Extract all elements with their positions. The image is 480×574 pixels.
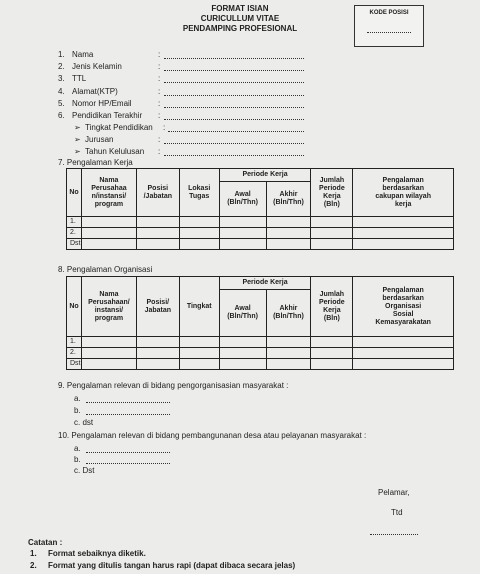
th-jumlah [311, 169, 353, 217]
table-pengalaman-organisasi [66, 276, 454, 370]
th-jumlah-l3: Kerja [323, 192, 341, 200]
table-cell[interactable] [136, 337, 179, 348]
th-lokasi [179, 169, 219, 217]
th-akhir-l2: (Bln/Thn) [273, 313, 304, 320]
th-lokasi-l2: Tugas [189, 192, 210, 200]
field-input-pendidikan[interactable] [164, 119, 304, 120]
form-title-line1: FORMAT ISIAN [211, 4, 269, 13]
th-awal [219, 182, 266, 217]
table-cell[interactable] [179, 239, 219, 250]
th-awal-l2: (Bln/Thn) [227, 313, 258, 320]
table-cell[interactable] [81, 359, 136, 370]
table-cell[interactable] [219, 348, 266, 359]
th-pengalaman-l1: Pengalaman [382, 176, 424, 184]
th-pengalaman [353, 277, 454, 337]
field-sep: : [158, 50, 161, 59]
catatan-num: 1. [30, 549, 37, 558]
table-cell[interactable] [266, 348, 311, 359]
table-cell[interactable] [136, 217, 179, 228]
table-cell[interactable] [81, 348, 136, 359]
form-title-line3: PENDAMPING PROFESIONAL [182, 24, 298, 33]
field-num: 2. [58, 62, 65, 71]
signature-pelamar: Pelamar, [378, 488, 410, 497]
table-cell[interactable] [353, 337, 454, 348]
th-pengalaman-l4: kerja [394, 200, 412, 208]
answer-line-10a[interactable] [86, 452, 170, 453]
th-tingkat: Tingkat [179, 277, 219, 337]
th-jumlah-l2: Periode [319, 184, 345, 192]
row-no: 1. [67, 337, 82, 348]
table-cell[interactable] [179, 217, 219, 228]
th-nama-l2: Perusahaa [91, 184, 127, 192]
table-cell[interactable] [311, 359, 353, 370]
field-input-tingkat[interactable] [168, 131, 304, 132]
table-row [67, 217, 454, 228]
th-posisi-l2: Jabatan [144, 306, 172, 314]
table-cell[interactable] [136, 239, 179, 250]
th-periode: Periode Kerja [219, 277, 311, 290]
th-pengalaman-l2: berdasarkan [382, 294, 424, 302]
table-cell[interactable] [266, 217, 311, 228]
field-sep: : [158, 99, 161, 108]
sub-label-tingkat: Tingkat Pendidikan [85, 123, 153, 132]
field-input-tahun[interactable] [164, 155, 304, 156]
field-label-pendidikan: Pendidikan Terakhir [72, 111, 143, 120]
field-input-nomor-hp[interactable] [164, 107, 304, 108]
table-cell[interactable] [136, 348, 179, 359]
th-lokasi-l1: Lokasi [188, 184, 211, 192]
field-input-alamat[interactable] [164, 95, 304, 96]
th-nama [81, 169, 136, 217]
catatan-item-2: Format yang ditulis tangan harus rapi (dapat dibaca secara jelas) [48, 561, 296, 570]
list-item-b: b. [74, 406, 81, 415]
field-input-jurusan[interactable] [164, 143, 304, 144]
th-no: No [67, 277, 82, 337]
section-title-pembangunan-desa: 10. Pengalaman relevan di bidang pembangunanan desa atau pelayanan masyarakat : [58, 431, 367, 440]
table-cell[interactable] [179, 348, 219, 359]
field-label-jenis-kelamin: Jenis Kelamin [72, 62, 122, 71]
table-cell[interactable] [311, 228, 353, 239]
field-sep: : [158, 87, 161, 96]
field-label-nama: Nama [72, 50, 94, 59]
table-cell[interactable] [81, 228, 136, 239]
th-nama-l4: program [94, 314, 124, 322]
table-cell[interactable] [311, 337, 353, 348]
field-num: 3. [58, 74, 65, 83]
table-cell[interactable] [179, 359, 219, 370]
row-no: 2. [67, 228, 82, 239]
field-num: 4. [58, 87, 65, 96]
th-jumlah [311, 277, 353, 337]
catatan-num: 2. [30, 561, 37, 570]
field-sep: : [158, 74, 161, 83]
table-cell[interactable] [179, 337, 219, 348]
table-cell[interactable] [266, 337, 311, 348]
th-posisi [136, 277, 179, 337]
th-posisi-l1: Posisi [147, 184, 169, 192]
table-cell[interactable] [219, 337, 266, 348]
th-pengalaman-l3: Organisasi [385, 302, 422, 310]
table-cell[interactable] [311, 217, 353, 228]
th-akhir [266, 290, 311, 337]
th-jumlah-l4: (Bln) [323, 200, 340, 208]
kode-posisi-box [354, 5, 424, 47]
table-cell[interactable] [219, 239, 266, 250]
table-cell[interactable] [311, 348, 353, 359]
answer-line-10b[interactable] [86, 463, 170, 464]
th-akhir-l1: Akhir [279, 191, 298, 198]
field-sep: : [158, 147, 161, 156]
field-label-alamat: Alamat(KTP) [72, 87, 118, 96]
answer-line-9a[interactable] [86, 402, 170, 403]
th-awal-l1: Awal [234, 191, 251, 198]
th-jumlah-l1: Jumlah [319, 290, 345, 298]
row-no: 2. [67, 348, 82, 359]
th-posisi-l2: /Jabatan [143, 192, 173, 200]
table-row [67, 239, 454, 250]
list-item-c: c. Dst [74, 466, 95, 475]
row-no: Dst [67, 239, 82, 250]
table-cell[interactable] [353, 348, 454, 359]
table-pengalaman-kerja [66, 168, 454, 250]
table-cell[interactable] [219, 228, 266, 239]
table-cell[interactable] [136, 228, 179, 239]
th-akhir-l1: Akhir [279, 305, 298, 312]
th-nama-l1: Nama [99, 176, 119, 184]
section-title-pengalaman-kerja: 7. Pengalaman Kerja [58, 158, 133, 167]
arrow-bullet-icon: ➢ [74, 135, 81, 144]
th-posisi-l1: Posisi/ [146, 298, 170, 306]
form-title-line2: CURICULLUM VITAE [200, 14, 280, 23]
th-nama [81, 277, 136, 337]
table-cell[interactable] [219, 217, 266, 228]
th-pengalaman-l3: cakupan wilayah [375, 192, 431, 200]
th-nama-l4: program [94, 200, 124, 208]
th-jumlah-l1: Jumlah [319, 176, 345, 184]
table-cell[interactable] [353, 239, 454, 250]
th-awal [219, 290, 266, 337]
field-num: 5. [58, 99, 65, 108]
th-pengalaman-l1: Pengalaman [382, 286, 424, 294]
field-sep: : [163, 123, 166, 132]
table-cell[interactable] [219, 359, 266, 370]
table-cell[interactable] [266, 359, 311, 370]
field-label-nomor-hp: Nomor HP/Email [72, 99, 132, 108]
th-periode: Periode Kerja [219, 169, 311, 182]
th-akhir-l2: (Bln/Thn) [273, 199, 304, 206]
th-jumlah-l3: Kerja [323, 306, 341, 314]
sub-label-tahun: Tahun Kelulusan [85, 147, 145, 156]
table-row [67, 337, 454, 348]
th-nama-l3: n/instansi/ [91, 192, 127, 200]
th-no: No [67, 169, 82, 217]
catatan-title: Catatan : [28, 538, 63, 547]
table-cell[interactable] [353, 217, 454, 228]
table-cell[interactable] [179, 228, 219, 239]
section-title-pengorganisasian: 9. Pengalaman relevan di bidang pengorganisasian masyarakat : [58, 381, 289, 390]
th-nama-l3: instansi/ [94, 306, 124, 314]
arrow-bullet-icon: ➢ [74, 147, 81, 156]
table-row [67, 359, 454, 370]
th-pengalaman-l5: Kemasyarakatan [375, 318, 431, 326]
field-sep: : [158, 62, 161, 71]
th-pengalaman [353, 169, 454, 217]
signature-line[interactable] [370, 534, 418, 535]
th-jumlah-l2: Periode [319, 298, 345, 306]
table-cell[interactable] [353, 228, 454, 239]
th-posisi [136, 169, 179, 217]
th-akhir [266, 182, 311, 217]
row-no: Dst [67, 359, 82, 370]
th-awal-l2: (Bln/Thn) [227, 199, 258, 206]
table-cell[interactable] [266, 239, 311, 250]
field-num: 6. [58, 111, 65, 120]
signature-ttd: Ttd [391, 508, 403, 517]
th-pengalaman-l4: Sosial [392, 310, 414, 318]
table-cell[interactable] [266, 228, 311, 239]
field-input-ttl[interactable] [164, 82, 304, 83]
field-num: 1. [58, 50, 65, 59]
answer-line-9b[interactable] [86, 414, 170, 415]
kode-posisi-label: KODE POSISI [369, 10, 409, 16]
th-nama-l1: Nama [99, 290, 119, 298]
table-row [67, 228, 454, 239]
list-item-a: a. [74, 394, 81, 403]
sub-label-jurusan: Jurusan [85, 135, 114, 144]
arrow-bullet-icon: ➢ [74, 123, 81, 132]
table-cell[interactable] [311, 239, 353, 250]
table-cell[interactable] [353, 359, 454, 370]
field-input-jenis-kelamin[interactable] [164, 70, 304, 71]
kode-posisi-fill-line[interactable] [367, 32, 411, 33]
table-row [67, 348, 454, 359]
table-cell[interactable] [81, 217, 136, 228]
field-sep: : [158, 135, 161, 144]
th-pengalaman-l2: berdasarkan [382, 184, 424, 192]
list-item-b: b. [74, 455, 81, 464]
th-jumlah-l4: (Bln) [323, 314, 340, 322]
th-nama-l2: Perusahaan/ [88, 298, 130, 306]
list-item-a: a. [74, 444, 81, 453]
catatan-item-1: Format sebaiknya diketik. [48, 549, 146, 558]
section-title-pengalaman-organisasi: 8. Pengalaman Organisasi [58, 265, 153, 274]
row-no: 1. [67, 217, 82, 228]
field-input-nama[interactable] [164, 58, 304, 59]
field-label-ttl: TTL [72, 74, 87, 83]
field-sep: : [158, 111, 161, 120]
table-cell[interactable] [81, 337, 136, 348]
th-awal-l1: Awal [234, 305, 251, 312]
list-item-c: c. dst [74, 418, 94, 427]
table-cell[interactable] [136, 359, 179, 370]
table-cell[interactable] [81, 239, 136, 250]
